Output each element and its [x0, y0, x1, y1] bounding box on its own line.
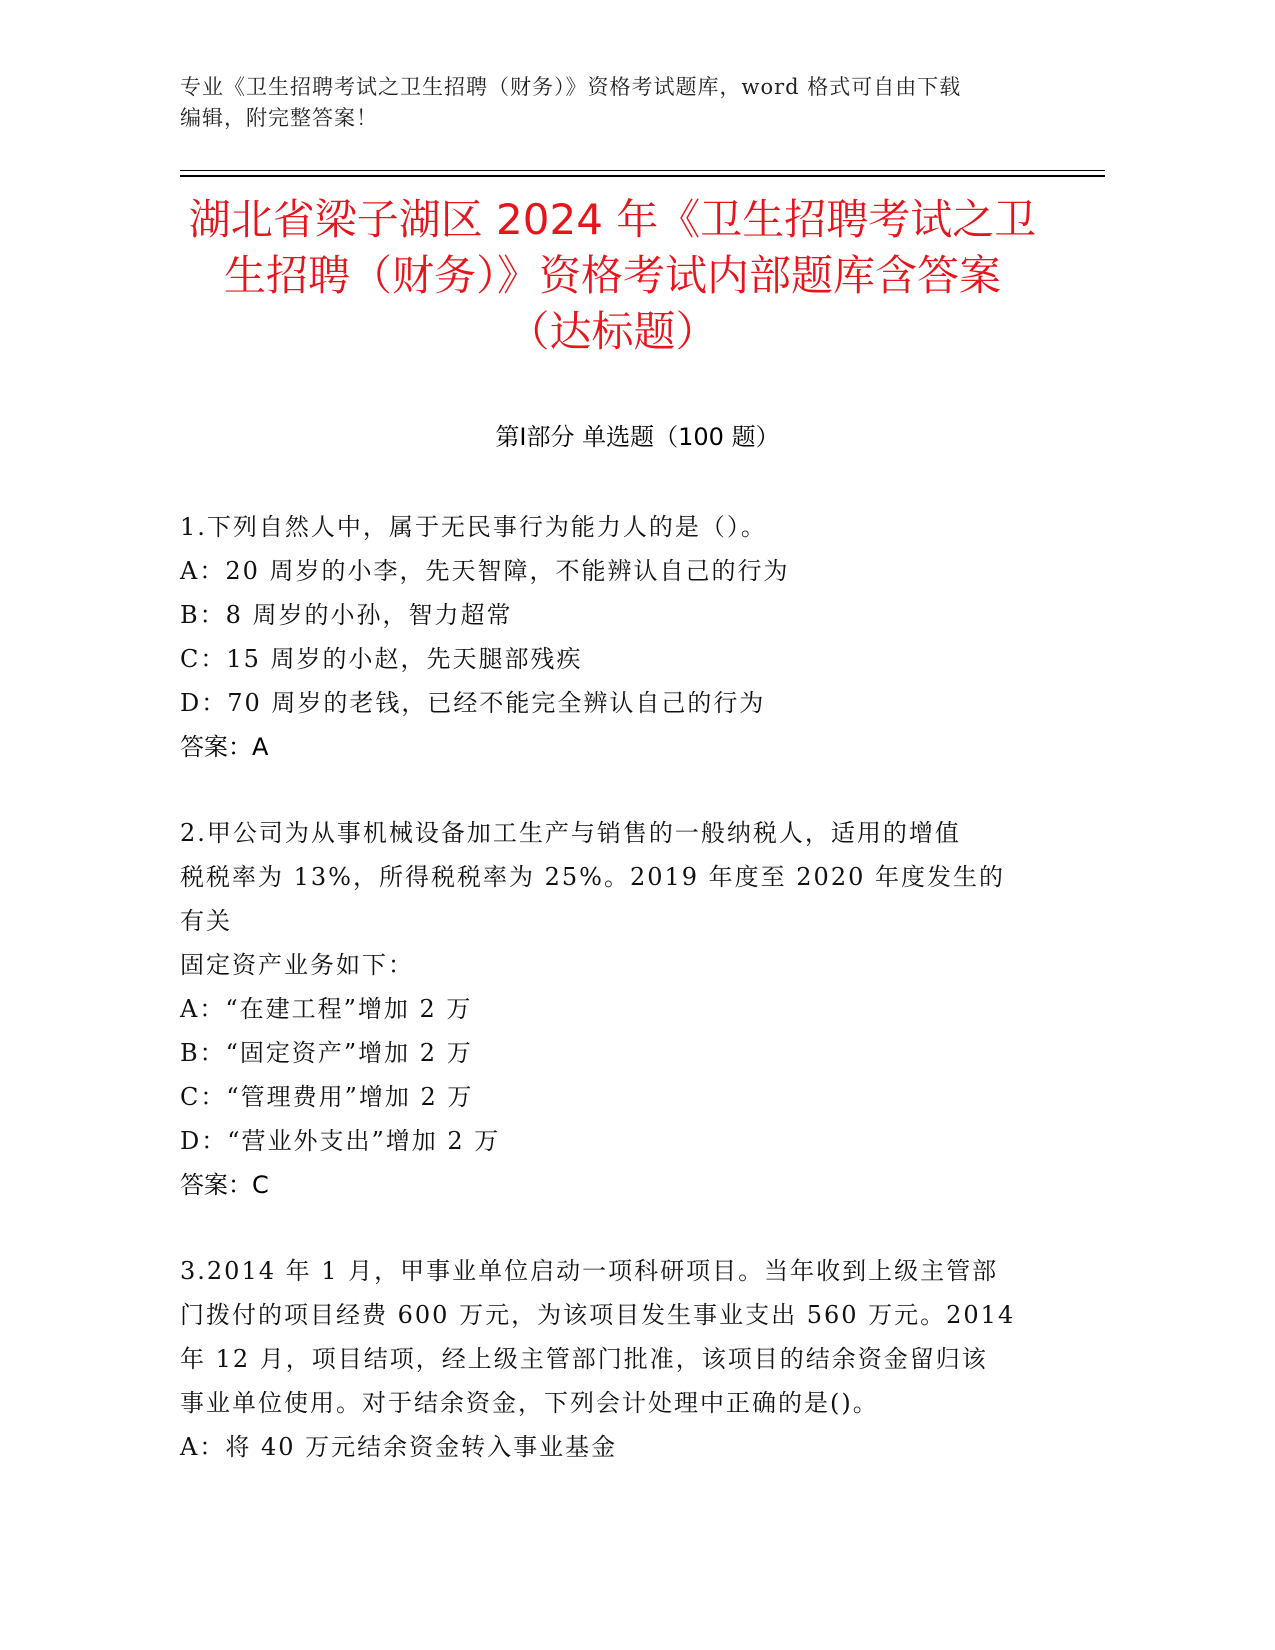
question-stem-line: 年 12 月，项目结项，经上级主管部门批准，该项目的结余资金留归该	[180, 1345, 988, 1373]
option-d: D：“营业外支出”增加 2 万	[180, 1127, 501, 1155]
header-divider-thin	[180, 170, 1105, 171]
option-d: D：70 周岁的老钱，已经不能完全辨认自己的行为	[180, 689, 766, 717]
header-note-line-1: 专业《卫生招聘考试之卫生招聘（财务）》资格考试题库，word 格式可自由下载	[180, 75, 962, 99]
question-3	[180, 1249, 1030, 1469]
document-title	[160, 192, 1065, 360]
question-stem-line: 1.下列自然人中，属于无民事行为能力人的是（）。	[180, 513, 767, 541]
option-b: B：“固定资产”增加 2 万	[180, 1039, 473, 1067]
title-line-3: （达标题）	[507, 307, 718, 356]
option-a: A：20 周岁的小李，先天智障，不能辨认自己的行为	[180, 557, 790, 585]
answer: 答案：C	[180, 1171, 269, 1199]
section-title: 第Ⅰ部分 单选题（100 题）	[495, 423, 780, 451]
header-divider-thick	[180, 175, 1105, 177]
header-note-line-2: 编辑，附完整答案！	[180, 106, 378, 130]
question-2	[180, 811, 1030, 1207]
option-c: C：15 周岁的小赵，先天腿部残疾	[180, 645, 583, 673]
question-list	[180, 505, 1030, 1511]
option-c: C：“管理费用”增加 2 万	[180, 1083, 474, 1111]
header-note	[180, 72, 1040, 134]
question-stem-line: 3.2014 年 1 月，甲事业单位启动一项科研项目。当年收到上级主管部	[180, 1257, 999, 1285]
title-line-2: 生招聘（财务）》资格考试内部题库含答案	[223, 251, 1001, 300]
question-stem-line: 2.甲公司为从事机械设备加工生产与销售的一般纳税人，适用的增值	[180, 819, 961, 847]
question-stem-line: 税税率为 13%，所得税税率为 25%。2019 年度至 2020 年度发生的有关	[180, 863, 1005, 935]
question-stem-line: 门拨付的项目经费 600 万元，为该项目发生事业支出 560 万元。2014	[180, 1301, 1016, 1329]
option-b: B：8 周岁的小孙，智力超常	[180, 601, 513, 629]
question-stem-line: 事业单位使用。对于结余资金，下列会计处理中正确的是()。	[180, 1389, 879, 1417]
question-1	[180, 505, 1030, 769]
question-stem-line: 固定资产业务如下：	[180, 951, 414, 979]
answer: 答案：A	[180, 733, 269, 761]
option-a: A：将 40 万元结余资金转入事业基金	[180, 1433, 618, 1461]
title-line-1: 湖北省梁子湖区 2024 年《卫生招聘考试之卫	[188, 195, 1037, 244]
option-a: A：“在建工程”增加 2 万	[180, 995, 473, 1023]
